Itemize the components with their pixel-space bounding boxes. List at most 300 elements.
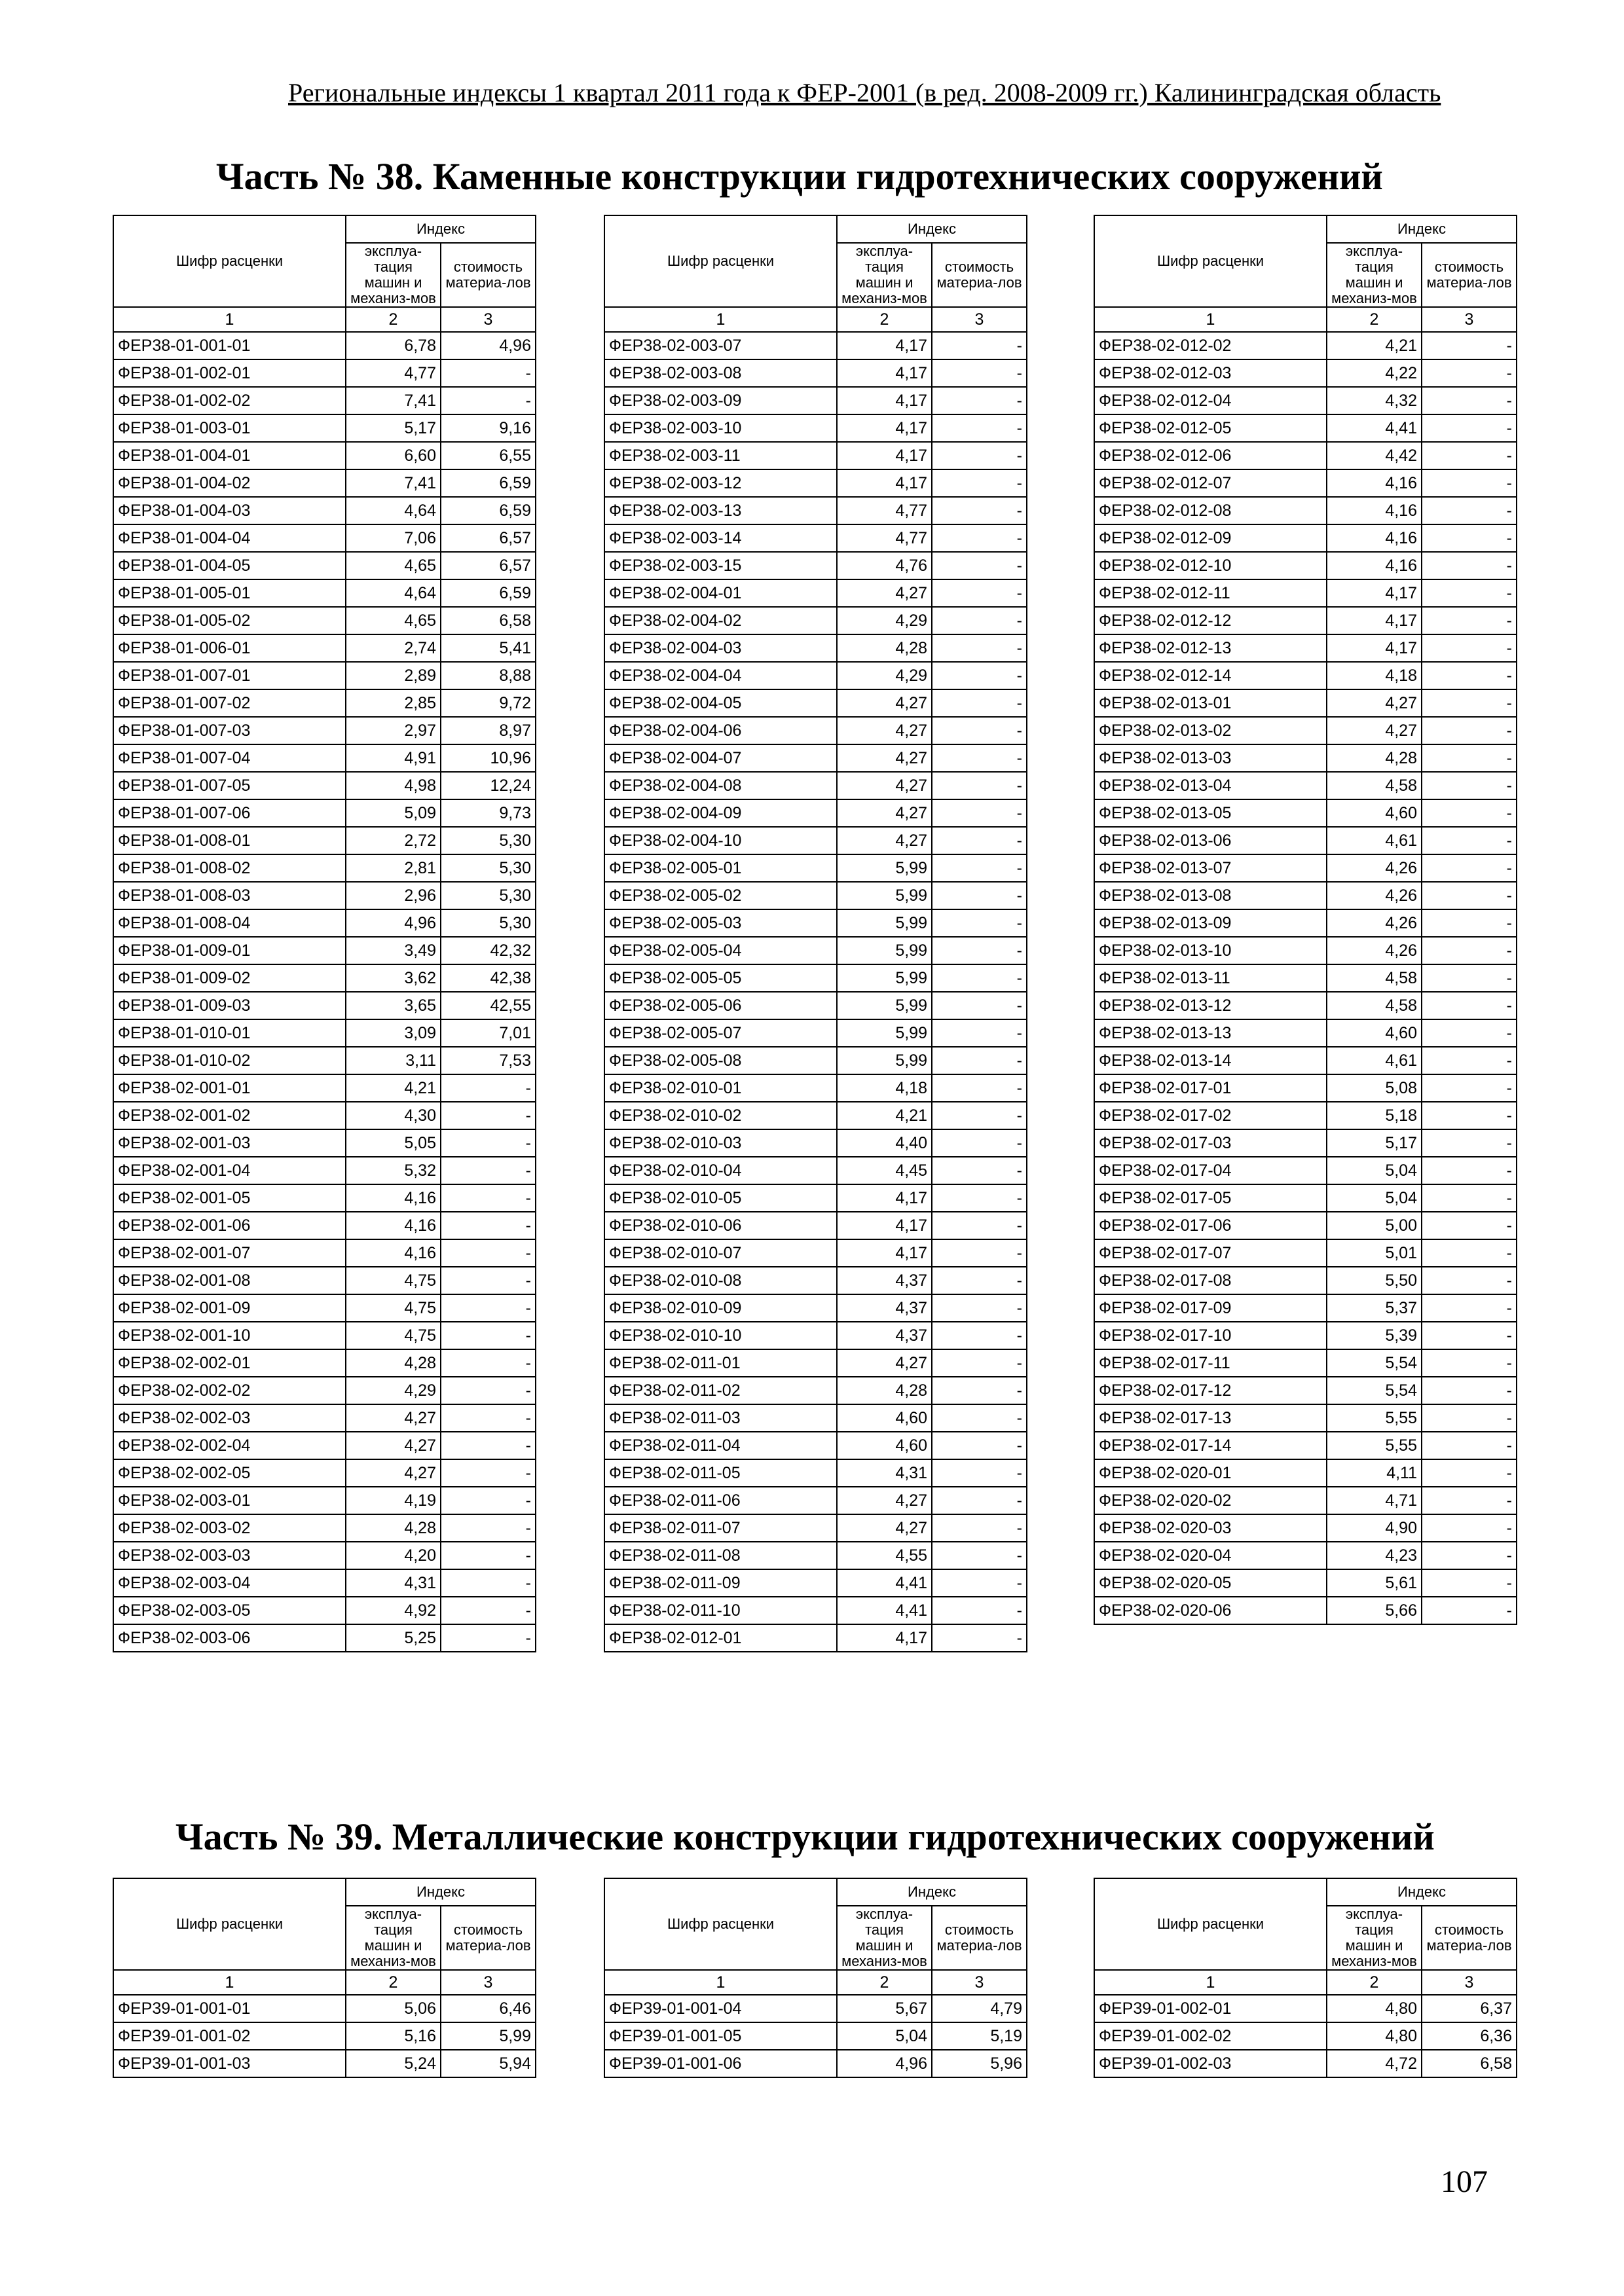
header-code: Шифр расценки [604, 215, 837, 307]
materials-index-cell: 6,46 [441, 1995, 536, 2022]
machines-index-cell: 4,18 [1327, 662, 1422, 689]
machines-index-cell: 5,54 [1327, 1377, 1422, 1404]
machines-index-cell: 4,71 [1327, 1487, 1422, 1514]
machines-index-cell: 2,72 [346, 827, 441, 854]
materials-index-cell: - [1422, 332, 1517, 359]
rate-code-cell: ФЕР38-02-017-11 [1094, 1349, 1327, 1377]
table-row [604, 1212, 1027, 1239]
materials-index-cell: 6,59 [441, 469, 536, 497]
machines-index-cell: 5,17 [346, 414, 441, 442]
rate-code-cell: ФЕР38-02-012-02 [1094, 332, 1327, 359]
materials-index-cell: - [441, 1542, 536, 1569]
header-index: Индекс [1327, 215, 1517, 243]
materials-index-cell: 12,24 [441, 772, 536, 799]
table-row [113, 1102, 536, 1129]
table-row [1094, 442, 1517, 469]
rate-code-cell: ФЕР38-02-013-02 [1094, 717, 1327, 744]
rate-code-cell: ФЕР38-02-001-02 [113, 1102, 346, 1129]
table-row [1094, 909, 1517, 937]
table-row [604, 524, 1027, 552]
header-materials: стоимость материа-лов [441, 1906, 536, 1970]
column-number-2: 2 [346, 1970, 441, 1995]
materials-index-cell: 9,73 [441, 799, 536, 827]
table-row [113, 827, 536, 854]
rate-code-cell: ФЕР38-01-002-02 [113, 387, 346, 414]
table-row [1094, 744, 1517, 772]
rate-code-cell: ФЕР38-02-003-06 [113, 1624, 346, 1652]
rate-code-cell: ФЕР38-02-017-02 [1094, 1102, 1327, 1129]
materials-index-cell: - [441, 1212, 536, 1239]
rate-code-cell: ФЕР38-02-013-08 [1094, 882, 1327, 909]
materials-index-cell: - [932, 469, 1027, 497]
machines-index-cell: 4,27 [346, 1404, 441, 1432]
materials-index-cell: - [1422, 1569, 1517, 1597]
machines-index-cell: 4,27 [1327, 689, 1422, 717]
table-row [604, 607, 1027, 634]
column-number-1: 1 [1094, 307, 1327, 332]
machines-index-cell: 4,77 [346, 359, 441, 387]
rate-code-cell: ФЕР38-02-020-05 [1094, 1569, 1327, 1597]
rate-code-cell: ФЕР38-02-003-07 [604, 332, 837, 359]
machines-index-cell: 4,75 [346, 1294, 441, 1322]
rate-code-cell: ФЕР38-02-010-05 [604, 1184, 837, 1212]
table-row [1094, 1157, 1517, 1184]
machines-index-cell: 4,17 [1327, 607, 1422, 634]
rate-code-cell: ФЕР38-01-005-02 [113, 607, 346, 634]
table-row [1094, 497, 1517, 524]
table-row [1094, 332, 1517, 359]
rate-code-cell: ФЕР38-02-020-04 [1094, 1542, 1327, 1569]
rate-code-cell: ФЕР38-02-010-09 [604, 1294, 837, 1322]
table-row [113, 524, 536, 552]
rate-code-cell: ФЕР38-02-001-05 [113, 1184, 346, 1212]
machines-index-cell: 5,17 [1327, 1129, 1422, 1157]
table-row [604, 332, 1027, 359]
machines-index-cell: 4,20 [346, 1542, 441, 1569]
table-row [113, 1349, 536, 1377]
materials-index-cell: 5,99 [441, 2022, 536, 2050]
materials-index-cell: - [932, 524, 1027, 552]
header-machines: эксплуа-тация машин и механиз-мов [1327, 243, 1422, 307]
machines-index-cell: 4,26 [1327, 854, 1422, 882]
machines-index-cell: 3,65 [346, 992, 441, 1019]
rate-code-cell: ФЕР38-01-010-01 [113, 1019, 346, 1047]
header-materials: стоимость материа-лов [1422, 1906, 1517, 1970]
materials-index-cell: - [441, 1624, 536, 1652]
machines-index-cell: 4,60 [837, 1404, 932, 1432]
rate-code-cell: ФЕР39-01-002-01 [1094, 1995, 1327, 2022]
header-materials: стоимость материа-лов [932, 243, 1027, 307]
table-row [604, 1157, 1027, 1184]
materials-index-cell: - [1422, 854, 1517, 882]
materials-index-cell: - [441, 1514, 536, 1542]
header-code: Шифр расценки [113, 1878, 346, 1970]
materials-index-cell: 5,30 [441, 882, 536, 909]
rate-code-cell: ФЕР38-02-013-09 [1094, 909, 1327, 937]
column-number-2: 2 [346, 307, 441, 332]
machines-index-cell: 7,41 [346, 469, 441, 497]
header-index: Индекс [346, 215, 536, 243]
rate-code-cell: ФЕР38-02-011-10 [604, 1597, 837, 1624]
table-row [1094, 1239, 1517, 1267]
machines-index-cell: 5,99 [837, 1047, 932, 1074]
machines-index-cell: 5,99 [837, 1019, 932, 1047]
rate-code-cell: ФЕР38-02-012-14 [1094, 662, 1327, 689]
machines-index-cell: 6,60 [346, 442, 441, 469]
table-row [113, 882, 536, 909]
rate-code-cell: ФЕР38-01-008-02 [113, 854, 346, 882]
table-row [113, 854, 536, 882]
table-row [1094, 1129, 1517, 1157]
table-row [113, 387, 536, 414]
table-row [604, 717, 1027, 744]
materials-index-cell: - [441, 1487, 536, 1514]
rate-code-cell: ФЕР38-01-002-01 [113, 359, 346, 387]
materials-index-cell: - [1422, 937, 1517, 964]
materials-index-cell: 6,36 [1422, 2022, 1517, 2050]
table-row [1094, 1432, 1517, 1459]
table-row [1094, 607, 1517, 634]
table-row [604, 827, 1027, 854]
materials-index-cell: - [932, 1047, 1027, 1074]
machines-index-cell: 4,28 [346, 1349, 441, 1377]
machines-index-cell: 4,37 [837, 1267, 932, 1294]
machines-index-cell: 4,17 [1327, 579, 1422, 607]
materials-index-cell: - [932, 799, 1027, 827]
machines-index-cell: 4,27 [837, 772, 932, 799]
table-row [113, 909, 536, 937]
table-row [113, 1074, 536, 1102]
machines-index-cell: 4,80 [1327, 2022, 1422, 2050]
machines-index-cell: 5,00 [1327, 1212, 1422, 1239]
rate-code-cell: ФЕР38-01-004-05 [113, 552, 346, 579]
machines-index-cell: 4,16 [1327, 524, 1422, 552]
materials-index-cell: 7,53 [441, 1047, 536, 1074]
rate-code-cell: ФЕР38-02-002-02 [113, 1377, 346, 1404]
materials-index-cell: - [1422, 1212, 1517, 1239]
table-row [1094, 1102, 1517, 1129]
page-number: 107 [1441, 2164, 1488, 2199]
table-row [113, 1404, 536, 1432]
rate-code-cell: ФЕР38-02-013-01 [1094, 689, 1327, 717]
machines-index-cell: 4,27 [346, 1459, 441, 1487]
rate-code-cell: ФЕР38-01-004-01 [113, 442, 346, 469]
machines-index-cell: 4,75 [346, 1267, 441, 1294]
rate-code-cell: ФЕР38-02-011-04 [604, 1432, 837, 1459]
rate-code-cell: ФЕР38-02-012-08 [1094, 497, 1327, 524]
rate-code-cell: ФЕР38-02-017-03 [1094, 1129, 1327, 1157]
index-table-s1-2 [604, 215, 1027, 1652]
materials-index-cell: - [1422, 552, 1517, 579]
table-row [113, 1542, 536, 1569]
rate-code-cell: ФЕР38-02-002-05 [113, 1459, 346, 1487]
materials-index-cell: 9,72 [441, 689, 536, 717]
table-row [113, 992, 536, 1019]
header-materials: стоимость материа-лов [1422, 243, 1517, 307]
table-row [604, 1074, 1027, 1102]
table-row [113, 662, 536, 689]
table-row [1094, 1047, 1517, 1074]
machines-index-cell: 5,09 [346, 799, 441, 827]
table-row [113, 1239, 536, 1267]
rate-code-cell: ФЕР38-02-012-12 [1094, 607, 1327, 634]
machines-index-cell: 3,09 [346, 1019, 441, 1047]
materials-index-cell: - [932, 1487, 1027, 1514]
materials-index-cell: 6,57 [441, 552, 536, 579]
materials-index-cell: - [1422, 1129, 1517, 1157]
materials-index-cell: 42,32 [441, 937, 536, 964]
machines-index-cell: 4,16 [346, 1212, 441, 1239]
index-table-s2-3 [1094, 1878, 1517, 2078]
machines-index-cell: 5,04 [1327, 1184, 1422, 1212]
materials-index-cell: 10,96 [441, 744, 536, 772]
table-row [113, 772, 536, 799]
rate-code-cell: ФЕР38-02-012-13 [1094, 634, 1327, 662]
rate-code-cell: ФЕР38-02-003-14 [604, 524, 837, 552]
machines-index-cell: 3,62 [346, 964, 441, 992]
machines-index-cell: 5,99 [837, 909, 932, 937]
table-row [604, 1019, 1027, 1047]
materials-index-cell: - [932, 1102, 1027, 1129]
machines-index-cell: 4,60 [1327, 799, 1422, 827]
materials-index-cell: - [932, 1377, 1027, 1404]
column-number-2: 2 [1327, 307, 1422, 332]
materials-index-cell: 6,59 [441, 497, 536, 524]
table-row [113, 1322, 536, 1349]
rate-code-cell: ФЕР39-01-001-06 [604, 2050, 837, 2077]
table-row [604, 1624, 1027, 1652]
machines-index-cell: 5,99 [837, 937, 932, 964]
table-row [113, 359, 536, 387]
materials-index-cell: - [441, 387, 536, 414]
table-row [113, 1212, 536, 1239]
machines-index-cell: 4,11 [1327, 1459, 1422, 1487]
machines-index-cell: 4,76 [837, 552, 932, 579]
table-row [1094, 662, 1517, 689]
materials-index-cell: - [441, 1267, 536, 1294]
machines-index-cell: 4,26 [1327, 909, 1422, 937]
rate-code-cell: ФЕР38-02-012-05 [1094, 414, 1327, 442]
rate-code-cell: ФЕР38-02-011-02 [604, 1377, 837, 1404]
materials-index-cell: 6,57 [441, 524, 536, 552]
rate-code-cell: ФЕР38-02-003-12 [604, 469, 837, 497]
table-row [1094, 1212, 1517, 1239]
table-row [1094, 964, 1517, 992]
table-row [113, 469, 536, 497]
materials-index-cell: - [1422, 689, 1517, 717]
rate-code-cell: ФЕР38-02-017-01 [1094, 1074, 1327, 1102]
machines-index-cell: 4,41 [837, 1597, 932, 1624]
rate-code-cell: ФЕР38-02-002-04 [113, 1432, 346, 1459]
table-row [1094, 359, 1517, 387]
materials-index-cell: 6,58 [441, 607, 536, 634]
machines-index-cell: 5,66 [1327, 1597, 1422, 1624]
machines-index-cell: 4,27 [837, 717, 932, 744]
table-row [113, 2022, 536, 2050]
machines-index-cell: 4,27 [837, 827, 932, 854]
rate-code-cell: ФЕР38-02-002-01 [113, 1349, 346, 1377]
materials-index-cell: - [441, 1349, 536, 1377]
materials-index-cell: - [1422, 717, 1517, 744]
rate-code-cell: ФЕР38-02-003-09 [604, 387, 837, 414]
table-row [604, 1294, 1027, 1322]
machines-index-cell: 2,89 [346, 662, 441, 689]
rate-code-cell: ФЕР39-01-001-04 [604, 1995, 837, 2022]
machines-index-cell: 4,17 [837, 442, 932, 469]
materials-index-cell: - [441, 1432, 536, 1459]
table-row [1094, 772, 1517, 799]
machines-index-cell: 5,01 [1327, 1239, 1422, 1267]
rate-code-cell: ФЕР38-02-020-03 [1094, 1514, 1327, 1542]
table-row [113, 442, 536, 469]
materials-index-cell: - [441, 1129, 536, 1157]
materials-index-cell: - [932, 662, 1027, 689]
rate-code-cell: ФЕР38-02-012-06 [1094, 442, 1327, 469]
materials-index-cell: 8,88 [441, 662, 536, 689]
machines-index-cell: 5,99 [837, 882, 932, 909]
rate-code-cell: ФЕР38-02-012-11 [1094, 579, 1327, 607]
rate-code-cell: ФЕР38-01-009-03 [113, 992, 346, 1019]
materials-index-cell: - [932, 882, 1027, 909]
machines-index-cell: 2,74 [346, 634, 441, 662]
table-row [1094, 387, 1517, 414]
materials-index-cell: - [441, 1294, 536, 1322]
materials-index-cell: - [1422, 909, 1517, 937]
machines-index-cell: 4,27 [837, 1514, 932, 1542]
machines-index-cell: 4,27 [837, 1349, 932, 1377]
materials-index-cell: - [932, 744, 1027, 772]
rate-code-cell: ФЕР38-02-001-04 [113, 1157, 346, 1184]
rate-code-cell: ФЕР38-02-012-04 [1094, 387, 1327, 414]
materials-index-cell: - [932, 414, 1027, 442]
materials-index-cell: - [1422, 524, 1517, 552]
rate-code-cell: ФЕР38-02-004-01 [604, 579, 837, 607]
materials-index-cell: - [932, 1294, 1027, 1322]
table-row [1094, 634, 1517, 662]
rate-code-cell: ФЕР39-01-001-01 [113, 1995, 346, 2022]
machines-index-cell: 4,21 [837, 1102, 932, 1129]
materials-index-cell: - [441, 1459, 536, 1487]
rate-code-cell: ФЕР38-02-011-08 [604, 1542, 837, 1569]
materials-index-cell: - [1422, 1487, 1517, 1514]
machines-index-cell: 4,58 [1327, 772, 1422, 799]
materials-index-cell: - [932, 1569, 1027, 1597]
machines-index-cell: 4,32 [1327, 387, 1422, 414]
rate-code-cell: ФЕР38-02-001-06 [113, 1212, 346, 1239]
rate-code-cell: ФЕР38-02-012-01 [604, 1624, 837, 1652]
materials-index-cell: - [1422, 1047, 1517, 1074]
table-row [1094, 1597, 1517, 1624]
machines-index-cell: 4,26 [1327, 937, 1422, 964]
section-title-39: Часть № 39. Металлические конструкции гидротехнических сооружений [175, 1815, 1435, 1858]
rate-code-cell: ФЕР38-01-004-04 [113, 524, 346, 552]
machines-index-cell: 4,37 [837, 1322, 932, 1349]
rate-code-cell: ФЕР38-02-012-07 [1094, 469, 1327, 497]
machines-index-cell: 5,04 [1327, 1157, 1422, 1184]
materials-index-cell: - [932, 1157, 1027, 1184]
table-row [604, 442, 1027, 469]
table-row [1094, 827, 1517, 854]
header-machines: эксплуа-тация машин и механиз-мов [837, 1906, 932, 1970]
column-number-1: 1 [113, 1970, 346, 1995]
rate-code-cell: ФЕР38-02-011-06 [604, 1487, 837, 1514]
machines-index-cell: 2,85 [346, 689, 441, 717]
materials-index-cell: - [932, 1349, 1027, 1377]
materials-index-cell: - [932, 1129, 1027, 1157]
materials-index-cell: - [932, 964, 1027, 992]
rate-code-cell: ФЕР38-02-001-07 [113, 1239, 346, 1267]
table-row [1094, 1487, 1517, 1514]
rate-code-cell: ФЕР38-01-007-03 [113, 717, 346, 744]
machines-index-cell: 5,08 [1327, 1074, 1422, 1102]
column-number-3: 3 [1422, 1970, 1517, 1995]
materials-index-cell: - [932, 717, 1027, 744]
materials-index-cell: - [1422, 1377, 1517, 1404]
machines-index-cell: 2,81 [346, 854, 441, 882]
column-number-2: 2 [837, 307, 932, 332]
machines-index-cell: 4,55 [837, 1542, 932, 1569]
table-row [113, 1294, 536, 1322]
machines-index-cell: 4,17 [837, 359, 932, 387]
column-number-1: 1 [1094, 1970, 1327, 1995]
machines-index-cell: 4,17 [837, 387, 932, 414]
table-row [1094, 1294, 1517, 1322]
rate-code-cell: ФЕР38-02-004-05 [604, 689, 837, 717]
machines-index-cell: 5,99 [837, 992, 932, 1019]
table-row [1094, 1514, 1517, 1542]
table-row [604, 1432, 1027, 1459]
machines-index-cell: 4,17 [837, 1212, 932, 1239]
materials-index-cell: - [932, 1432, 1027, 1459]
table-row [113, 1019, 536, 1047]
header-materials: стоимость материа-лов [441, 243, 536, 307]
table-row [113, 497, 536, 524]
table-row [604, 662, 1027, 689]
table-row [113, 717, 536, 744]
table-row [113, 1047, 536, 1074]
table-row [604, 964, 1027, 992]
table-row [113, 1624, 536, 1652]
table-row [604, 1542, 1027, 1569]
materials-index-cell: 42,55 [441, 992, 536, 1019]
rate-code-cell: ФЕР38-01-007-04 [113, 744, 346, 772]
table-row [604, 1184, 1027, 1212]
machines-index-cell: 4,42 [1327, 442, 1422, 469]
column-number-3: 3 [932, 1970, 1027, 1995]
rate-code-cell: ФЕР39-01-002-02 [1094, 2022, 1327, 2050]
header-index: Индекс [346, 1878, 536, 1906]
header-code: Шифр расценки [1094, 215, 1327, 307]
machines-index-cell: 3,11 [346, 1047, 441, 1074]
materials-index-cell: - [441, 1377, 536, 1404]
table-row [1094, 799, 1517, 827]
rate-code-cell: ФЕР38-02-013-10 [1094, 937, 1327, 964]
materials-index-cell: - [932, 854, 1027, 882]
machines-index-cell: 4,61 [1327, 1047, 1422, 1074]
table-row [604, 1267, 1027, 1294]
table-row [113, 1377, 536, 1404]
table-row [1094, 1019, 1517, 1047]
machines-index-cell: 4,17 [837, 1184, 932, 1212]
materials-index-cell: - [441, 1074, 536, 1102]
machines-index-cell: 4,96 [837, 2050, 932, 2077]
materials-index-cell: - [1422, 634, 1517, 662]
materials-index-cell: - [1422, 1239, 1517, 1267]
machines-index-cell: 4,65 [346, 552, 441, 579]
table-row [1094, 1184, 1517, 1212]
machines-index-cell: 4,17 [837, 332, 932, 359]
materials-index-cell: - [932, 1019, 1027, 1047]
